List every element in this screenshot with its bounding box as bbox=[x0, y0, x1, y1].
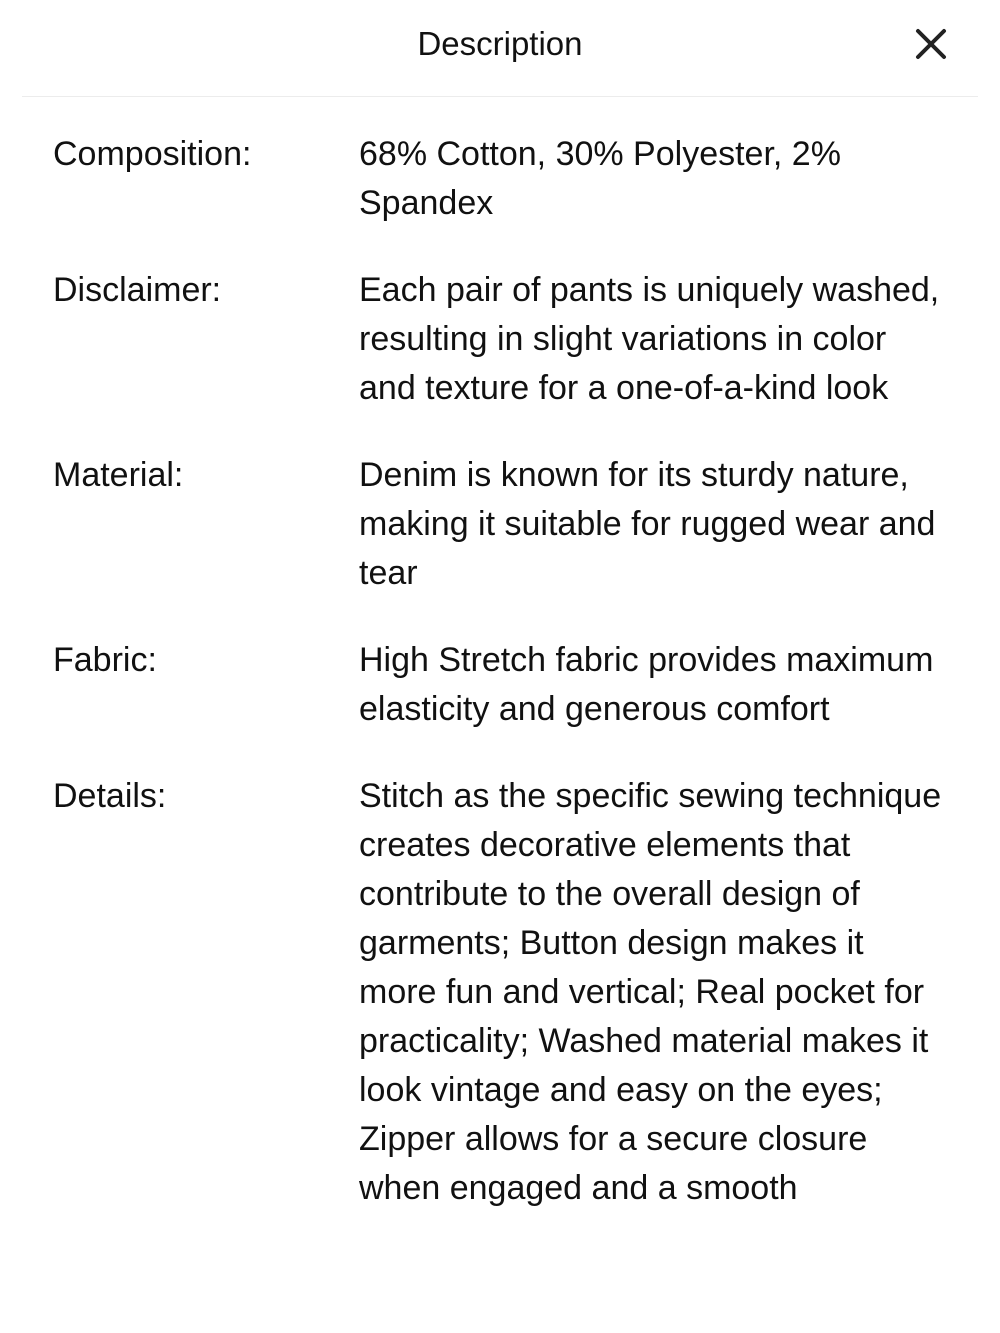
description-details bbox=[53, 130, 953, 1251]
disclaimer-value: Each pair of pants is uniquely washed, resulting in slight variations in color and texture for a one-of-a-kind look bbox=[359, 271, 940, 407]
details-value: Stitch as the specific sewing technique creates decorative elements that contribute to the overall design of garments; Button design makes it more fun and vertical; Real pocket for practicality; Washed material makes it look vintage and easy on the eyes; Zipper allows for a secure closure when engaged and a smooth bbox=[359, 777, 942, 1207]
fabric-label: Fabric: bbox=[53, 641, 157, 679]
material-label: Material: bbox=[53, 456, 184, 494]
disclaimer-label: Disclaimer: bbox=[53, 271, 222, 309]
page-title: Description bbox=[417, 25, 583, 62]
close-button[interactable] bbox=[912, 25, 950, 63]
material-value: Denim is known for its sturdy nature, making it suitable for rugged wear and tear bbox=[359, 456, 936, 592]
close-icon bbox=[912, 25, 950, 63]
material-row bbox=[53, 451, 953, 598]
description-header bbox=[22, 0, 978, 97]
disclaimer-row bbox=[53, 266, 953, 413]
composition-row bbox=[53, 130, 953, 228]
fabric-row bbox=[53, 636, 953, 734]
composition-value: 68% Cotton, 30% Polyester, 2% Spandex bbox=[359, 135, 841, 222]
details-label: Details: bbox=[53, 777, 167, 815]
details-row bbox=[53, 772, 953, 1213]
composition-label: Composition: bbox=[53, 135, 252, 173]
fabric-value: High Stretch fabric provides maximum elasticity and generous comfort bbox=[359, 641, 934, 728]
